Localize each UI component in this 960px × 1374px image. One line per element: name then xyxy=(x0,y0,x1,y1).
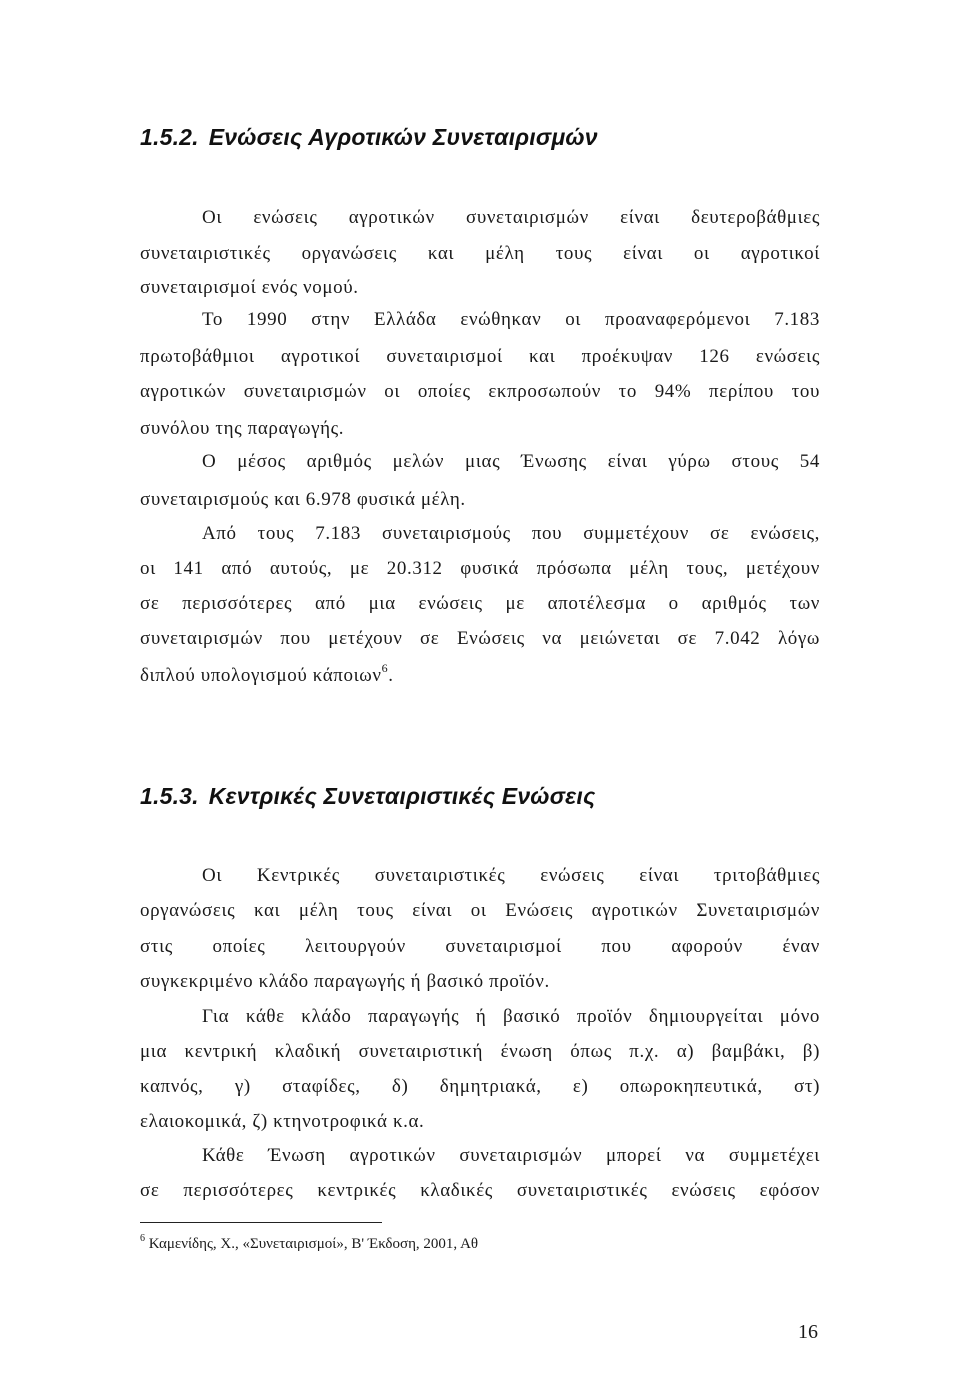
section-title: Ενώσεις Αγροτικών Συνεταιρισμών xyxy=(208,124,598,150)
paragraph-text: διπλού υπολογισμού κάποιων xyxy=(140,665,382,686)
footnote-divider xyxy=(140,1222,382,1223)
paragraph-line: οι 141 από αυτούς, με 20.312 φυσικά πρόσωπα μέλη τους, μετέχουν xyxy=(140,558,820,579)
paragraph-line: συνόλου της παραγωγής. xyxy=(140,418,345,439)
paragraph-line: συνεταιρισμών που μετέχουν σε Ενώσεις να μειώνεται σε 7.042 λόγω xyxy=(140,628,820,649)
paragraph-line: συνεταιριστικές οργανώσεις και μέλη τους είναι οι αγροτικοί xyxy=(140,243,820,264)
section-number: 1.5.2. xyxy=(140,124,199,150)
footnote-reference[interactable]: 6 xyxy=(381,660,389,675)
footnote-text: Καμενίδης, Χ., «Συνεταιρισμοί», Β' Έκδοση, 2001, Αθ xyxy=(148,1236,479,1252)
paragraph-line: καπνός, γ) σταφίδες, δ) δημητριακά, ε) οπωροκηπευτικά, στ) xyxy=(140,1076,820,1097)
paragraph-line: Οι Κεντρικές συνεταιριστικές ενώσεις είναι τριτοβάθμιες xyxy=(202,865,820,886)
paragraph-line: Για κάθε κλάδο παραγωγής ή βασικό προϊόν δημιουργείται μόνο xyxy=(202,1006,820,1027)
paragraph-line: Από τους 7.183 συνεταιρισμούς που συμμετέχουν σε ενώσεις, xyxy=(202,523,820,544)
paragraph-line: μια κεντρική κλαδική συνεταιριστική ένωση όπως π.χ. α) βαμβάκι, β) xyxy=(140,1041,820,1062)
footnote xyxy=(140,1234,478,1254)
paragraph-line: σε περισσότερες κεντρικές κλαδικές συνεταιριστικές ενώσεις εφόσον xyxy=(140,1180,820,1201)
paragraph-line: συνεταιρισμούς και 6.978 φυσικά μέλη. xyxy=(140,489,466,510)
section-title: Κεντρικές Συνεταιριστικές Ενώσεις xyxy=(208,783,596,809)
paragraph-line: ελαιοκομικά, ζ) κτηνοτροφικά κ.α. xyxy=(140,1111,425,1132)
paragraph-line: στις οποίες λειτουργούν συνεταιρισμοί που αφορούν έναν xyxy=(140,936,820,957)
paragraph-line: συνεταιρισμοί ενός νομού. xyxy=(140,277,359,298)
paragraph-line: Κάθε Ένωση αγροτικών συνεταιρισμών μπορεί να συμμετέχει xyxy=(202,1145,820,1166)
paragraph-line-last xyxy=(140,660,820,688)
section-number: 1.5.3. xyxy=(140,783,199,809)
paragraph-line: αγροτικών συνεταιρισμών οι οποίες εκπροσωπούν το 94% περίπου του xyxy=(140,381,820,402)
paragraph-line: σε περισσότερες από μια ενώσεις με αποτέλεσμα ο αριθμός των xyxy=(140,593,820,614)
page-number: 16 xyxy=(798,1321,818,1343)
paragraph-line: Το 1990 στην Ελλάδα ενώθηκαν οι προαναφερόμενοι 7.183 xyxy=(202,309,820,330)
paragraph-line: Ο μέσος αριθμός μελών μιας Ένωσης είναι γύρω στους 54 xyxy=(202,451,820,472)
paragraph-line: Οι ενώσεις αγροτικών συνεταιρισμών είναι δευτεροβάθμιες xyxy=(202,207,820,228)
section-heading-1-5-3 xyxy=(140,783,595,810)
paragraph-line: συγκεκριμένο κλάδο παραγωγής ή βασικό προϊόν. xyxy=(140,971,550,992)
sentence-end: . xyxy=(388,665,394,686)
paragraph-line: οργανώσεις και μέλη τους είναι οι Ενώσεις αγροτικών Συνεταιρισμών xyxy=(140,900,820,921)
paragraph-line: πρωτοβάθμιοι αγροτικοί συνεταιρισμοί και προέκυψαν 126 ενώσεις xyxy=(140,346,820,367)
footnote-marker: 6 xyxy=(140,1233,145,1244)
section-heading-1-5-2 xyxy=(140,124,598,151)
